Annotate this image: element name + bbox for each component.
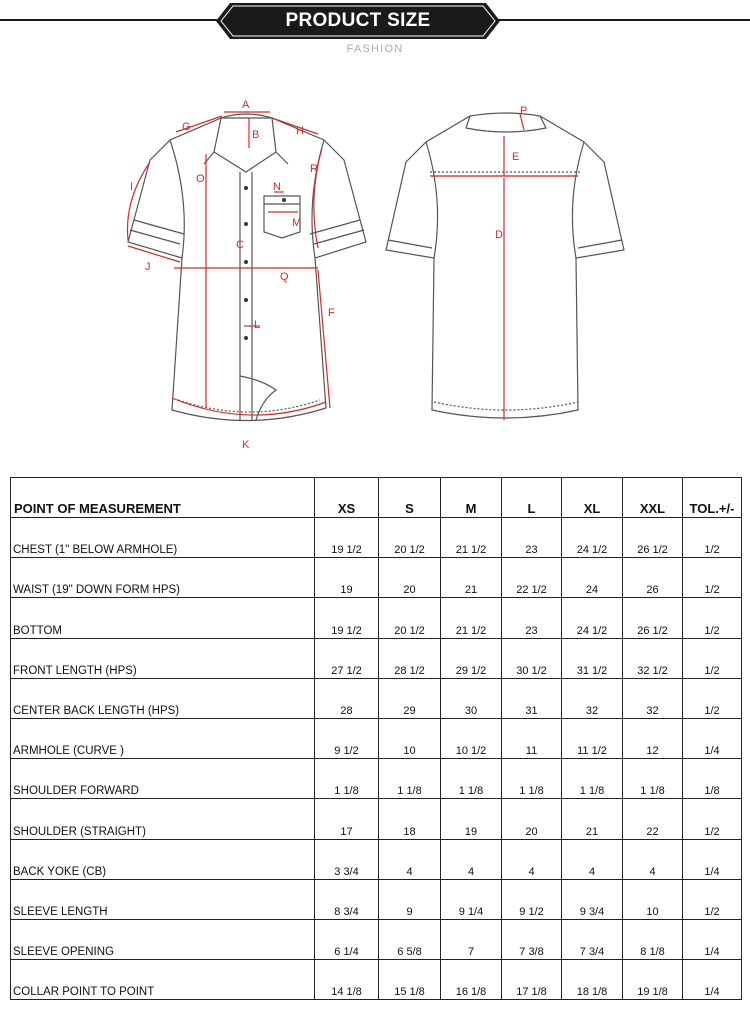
label-e: E [512, 151, 520, 163]
table-row [11, 879, 742, 919]
size-value: 32 1/2 [623, 638, 683, 678]
size-value: 4 [562, 839, 623, 879]
size-value: 9 1/4 [441, 879, 502, 919]
table-row [11, 919, 742, 959]
size-value: 21 1/2 [441, 598, 502, 638]
size-value: 10 [379, 718, 441, 758]
page-subtitle: FASHION [346, 43, 404, 55]
size-value: 1 1/8 [379, 759, 441, 799]
front-measure-labels [130, 99, 335, 451]
size-value: 19 1/8 [623, 960, 683, 1000]
measurement-point: CENTER BACK LENGTH (HPS) [11, 678, 315, 718]
size-value: 19 [441, 799, 502, 839]
front-buttons [244, 186, 286, 340]
label-f: F [328, 307, 335, 319]
column-header: L [502, 478, 562, 518]
size-value: 7 3/8 [502, 919, 562, 959]
label-n: N [273, 181, 281, 193]
size-value: 8 3/4 [315, 879, 379, 919]
size-value: 19 1/2 [315, 598, 379, 638]
size-value: 21 [562, 799, 623, 839]
label-g: G [182, 121, 191, 133]
page-title: PRODUCT SIZE [285, 10, 431, 31]
size-value: 8 1/8 [623, 919, 683, 959]
column-header: XS [315, 478, 379, 518]
size-value: 18 [379, 799, 441, 839]
front-measure-lines [127, 112, 330, 415]
table-row [11, 518, 742, 558]
size-value: 21 1/2 [441, 518, 502, 558]
size-value: 4 [502, 839, 562, 879]
column-header: POINT OF MEASUREMENT [11, 478, 315, 518]
table-row [11, 718, 742, 758]
table-row [11, 598, 742, 638]
size-value: 11 1/2 [562, 718, 623, 758]
size-value: 9 3/4 [562, 879, 623, 919]
size-value: 1 1/8 [315, 759, 379, 799]
size-value: 10 [623, 879, 683, 919]
measurement-point: COLLAR POINT TO POINT [11, 960, 315, 1000]
size-value: 18 1/8 [562, 960, 623, 1000]
label-p: P [520, 105, 528, 117]
size-value: 4 [623, 839, 683, 879]
size-value: 30 [441, 678, 502, 718]
size-value: 11 [502, 718, 562, 758]
size-value: 28 1/2 [379, 638, 441, 678]
size-value: 10 1/2 [441, 718, 502, 758]
size-value: 24 1/2 [562, 598, 623, 638]
measurement-point: BACK YOKE (CB) [11, 839, 315, 879]
label-b: B [252, 129, 260, 141]
size-value: 1/2 [683, 799, 742, 839]
size-value: 1 1/8 [623, 759, 683, 799]
measurement-point: ARMHOLE (CURVE ) [11, 718, 315, 758]
size-value: 4 [379, 839, 441, 879]
size-chart-table [10, 477, 742, 1000]
size-value: 20 1/2 [379, 518, 441, 558]
size-value: 9 1/2 [315, 718, 379, 758]
size-value: 1/2 [683, 678, 742, 718]
size-value: 3 3/4 [315, 839, 379, 879]
label-j: J [145, 261, 151, 273]
table-header-row [11, 478, 742, 518]
size-value: 1/4 [683, 960, 742, 1000]
size-value: 6 1/4 [315, 919, 379, 959]
table-row [11, 558, 742, 598]
size-value: 1/2 [683, 598, 742, 638]
size-value: 1/2 [683, 518, 742, 558]
size-value: 23 [502, 518, 562, 558]
size-value: 26 [623, 558, 683, 598]
size-value: 1/8 [683, 759, 742, 799]
size-value: 7 3/4 [562, 919, 623, 959]
size-value: 15 1/8 [379, 960, 441, 1000]
size-value: 1/2 [683, 638, 742, 678]
label-h: H [296, 125, 304, 137]
size-value: 9 [379, 879, 441, 919]
table-row [11, 759, 742, 799]
size-value: 30 1/2 [502, 638, 562, 678]
size-value: 22 [623, 799, 683, 839]
size-value: 4 [441, 839, 502, 879]
size-value: 19 1/2 [315, 518, 379, 558]
size-value: 17 [315, 799, 379, 839]
measurement-point: WAIST (19" DOWN FORM HPS) [11, 558, 315, 598]
column-header: XXL [623, 478, 683, 518]
label-a: A [242, 99, 250, 111]
label-r: R [310, 163, 318, 175]
size-value: 20 [502, 799, 562, 839]
measurement-point: SLEEVE LENGTH [11, 879, 315, 919]
label-l: L [254, 319, 261, 331]
label-q: Q [280, 271, 289, 283]
size-value: 21 [441, 558, 502, 598]
label-k: K [242, 439, 250, 451]
size-value: 31 [502, 678, 562, 718]
size-value: 20 [379, 558, 441, 598]
size-value: 1 1/8 [562, 759, 623, 799]
size-value: 14 1/8 [315, 960, 379, 1000]
size-value: 1 1/8 [441, 759, 502, 799]
size-value: 1/4 [683, 718, 742, 758]
front-shirt-sketch [128, 114, 366, 421]
size-value: 29 [379, 678, 441, 718]
size-value: 32 [623, 678, 683, 718]
size-value: 1/2 [683, 879, 742, 919]
column-header: S [379, 478, 441, 518]
size-value: 20 1/2 [379, 598, 441, 638]
size-value: 19 [315, 558, 379, 598]
shirt-measurement-diagram [0, 80, 750, 460]
size-value: 23 [502, 598, 562, 638]
label-m: M [292, 217, 302, 229]
size-value: 7 [441, 919, 502, 959]
size-value: 32 [562, 678, 623, 718]
label-o: O [196, 173, 205, 185]
banner-rule-right [490, 19, 750, 21]
measurement-point: BOTTOM [11, 598, 315, 638]
size-value: 24 [562, 558, 623, 598]
size-value: 22 1/2 [502, 558, 562, 598]
label-c: C [236, 239, 244, 251]
measurement-point: FRONT LENGTH (HPS) [11, 638, 315, 678]
back-measure-lines [430, 114, 578, 420]
size-value: 31 1/2 [562, 638, 623, 678]
measurement-point: CHEST (1" BELOW ARMHOLE) [11, 518, 315, 558]
back-shirt-sketch [386, 113, 624, 418]
size-value: 9 1/2 [502, 879, 562, 919]
size-value: 1/4 [683, 919, 742, 959]
size-value: 12 [623, 718, 683, 758]
size-value: 29 1/2 [441, 638, 502, 678]
size-value: 17 1/8 [502, 960, 562, 1000]
size-value: 26 1/2 [623, 518, 683, 558]
size-value: 6 5/8 [379, 919, 441, 959]
size-value: 1 1/8 [502, 759, 562, 799]
table-row [11, 839, 742, 879]
size-value: 1/2 [683, 558, 742, 598]
label-d: D [495, 229, 503, 241]
column-header: XL [562, 478, 623, 518]
size-value: 26 1/2 [623, 598, 683, 638]
size-value: 24 1/2 [562, 518, 623, 558]
table-row [11, 799, 742, 839]
size-value: 27 1/2 [315, 638, 379, 678]
column-header: TOL.+/- [683, 478, 742, 518]
table-row [11, 678, 742, 718]
measurement-point: SHOULDER (STRAIGHT) [11, 799, 315, 839]
measurement-point: SLEEVE OPENING [11, 919, 315, 959]
measurement-point: SHOULDER FORWARD [11, 759, 315, 799]
table-row [11, 960, 742, 1000]
size-value: 28 [315, 678, 379, 718]
size-value: 16 1/8 [441, 960, 502, 1000]
label-i: I [130, 181, 134, 193]
banner-rule-left [0, 19, 226, 21]
table-row [11, 638, 742, 678]
size-value: 1/4 [683, 839, 742, 879]
title-banner [216, 3, 500, 39]
column-header: M [441, 478, 502, 518]
